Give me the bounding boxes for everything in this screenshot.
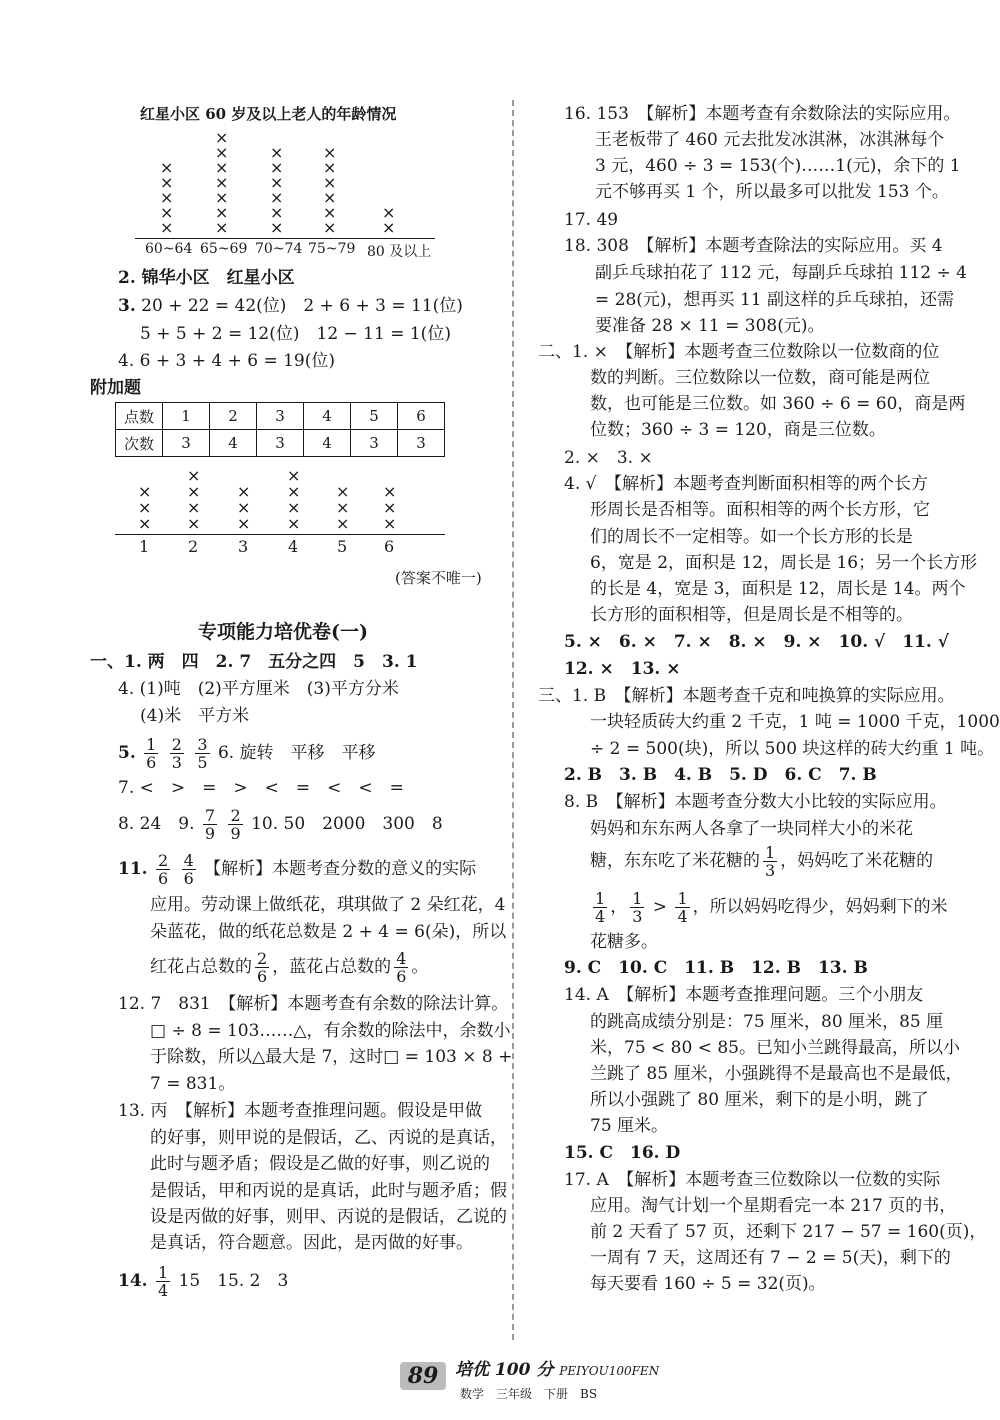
column-divider [512, 100, 514, 1340]
footer-brand [455, 1358, 659, 1383]
text: 糖，东东吃了米花糖的 [590, 851, 760, 871]
r3-14a: 14. A 【解析】本题考查推理问题。三个小朋友 [564, 985, 924, 1005]
table-cell: 1 [163, 403, 210, 430]
table-row [116, 430, 445, 457]
denominator: 3 [765, 861, 776, 880]
dot-mark: × [237, 482, 251, 501]
text: ，蓝花占总数的 [272, 957, 392, 977]
fraction [394, 950, 408, 985]
text: 。 [411, 957, 429, 977]
brand-en-text: PEIYOU100FEN [559, 1364, 660, 1378]
chart-title: 红星小区 60 岁及以上老人的年龄情况 [140, 105, 397, 123]
q3-answer-b: 5 + 5 + 2 = 12(位) 12 − 11 = 1(位) [140, 324, 451, 344]
tick-label: 75~79 [308, 241, 356, 257]
denominator: 6 [257, 967, 268, 986]
r2-4f: 长方形的面积相等，但是周长是不相等的。 [590, 605, 913, 625]
dot-mark: × [336, 514, 350, 533]
fraction [630, 890, 644, 925]
denominator: 6 [157, 869, 169, 888]
s1-q13f: 是真话，符合题意。因此，是丙做的好事。 [150, 1233, 473, 1253]
r3-1a: 三、1. B 【解析】本题考查千克和吨换算的实际应用。 [538, 686, 955, 706]
dot-mark: × [383, 498, 397, 517]
denominator: 6 [396, 967, 407, 986]
r3-8a: 8. B 【解析】本题考查分数大小比较的实际应用。 [564, 792, 947, 812]
table-row [116, 403, 445, 430]
dice-table [115, 402, 445, 457]
r3-9: 9. C 10. C 11. B 12. B 13. B [564, 958, 868, 978]
r16b: 王老板带了 460 元去批发冰淇淋，冰淇淋每个 [595, 130, 945, 150]
dot-mark: × [215, 188, 229, 207]
q2-answer: 2. 锦华小区 红星小区 [118, 268, 295, 288]
s1-q13a: 13. 丙 【解析】本题考查推理问题。假设是甲做 [118, 1101, 482, 1121]
table-cell: 4 [304, 430, 351, 457]
dot-mark: × [383, 482, 397, 501]
r3-17c: 前 2 天看了 57 页，还剩下 217 − 57 = 160(页)， [590, 1222, 987, 1242]
s1-q13c: 此时与题矛盾；假设是乙做的好事，则乙说的 [150, 1154, 490, 1174]
dot-mark: × [336, 482, 350, 501]
numerator: 2 [257, 949, 268, 968]
q14-label: 14. [118, 1271, 148, 1291]
s1-q4b: (4)米 平方米 [140, 706, 250, 726]
r3-17b: 应用。淘气计划一个星期看完一本 217 页的书， [590, 1196, 957, 1216]
dot-mark: × [382, 218, 396, 237]
dot-mark: × [215, 218, 229, 237]
r17: 17. 49 [564, 210, 619, 230]
s1-q11d [150, 948, 428, 986]
s1-q5 [118, 734, 376, 772]
table-cell: 4 [304, 403, 351, 430]
dot-mark: × [215, 143, 229, 162]
s1-q14 [118, 1262, 288, 1300]
dot-mark: × [323, 158, 337, 177]
text: > [652, 897, 668, 917]
numerator: 1 [765, 843, 776, 862]
dot-mark: × [187, 466, 201, 485]
numerator: 2 [230, 806, 241, 825]
table-header-cell: 次数 [116, 430, 163, 457]
s1-q13d: 是假话，甲和丙说的是真话，此时与题矛盾；假 [150, 1181, 507, 1201]
dot-mark: × [160, 158, 174, 177]
r3-14f: 75 厘米。 [590, 1116, 669, 1136]
dot-mark: × [187, 498, 201, 517]
table-header-cell: 点数 [116, 403, 163, 430]
dot-mark: × [287, 466, 301, 485]
table-cell: 3 [398, 430, 445, 457]
age-dot-plot [135, 130, 435, 265]
q3a-text: 20 + 22 = 42(位) 2 + 6 + 3 = 11(位) [141, 296, 463, 316]
r3-17e: 每天要看 160 ÷ 5 = 32(页)。 [590, 1274, 826, 1294]
dot-mark: × [215, 173, 229, 192]
r2-1b: 数的判断。三位数除以一位数，商可能是两位 [590, 368, 930, 388]
numerator: 1 [146, 735, 157, 754]
fraction [156, 1264, 170, 1299]
numerator: 1 [677, 889, 688, 908]
r3-17a: 17. A 【解析】本题考查三位数除以一位数的实际 [564, 1170, 941, 1190]
section-title: 专项能力培优卷(一) [198, 621, 368, 643]
s1-q7: 7. < > = > < = < < = [118, 778, 404, 798]
r2-4e: 的长是 4，宽是 3，面积是 12，周长是 14。两个 [590, 579, 966, 599]
s1-q12c: 于除数，所以△最大是 7，这时□ = 103 × 8 + [150, 1047, 513, 1067]
tick-label: 2 [188, 537, 199, 556]
dot-mark: × [270, 188, 284, 207]
q4-answer: 4. 6 + 3 + 4 + 6 = 19(位) [118, 351, 335, 371]
extra-title: 附加题 [90, 378, 141, 398]
dot-mark: × [160, 188, 174, 207]
denominator: 4 [157, 1281, 169, 1300]
table-cell: 6 [398, 403, 445, 430]
dot-mark: × [215, 203, 229, 222]
fraction [182, 852, 196, 887]
r2-4a: 4. √ 【解析】本题考查判断面积相等的两个长方 [564, 474, 928, 494]
r3-14b: 的跳高成绩分别是：75 厘米，80 厘米，85 厘 [590, 1012, 944, 1032]
r3-1b: 一块轻质砖大约重 2 千克，1 吨 = 1000 千克，1000 [590, 712, 1000, 732]
s1-q11b: 应用。劳动课上做纸花，琪琪做了 2 朵红花，4 [150, 895, 506, 915]
dot-mark: × [215, 158, 229, 177]
q10-text: 10. 50 2000 300 8 [251, 814, 443, 834]
dot-mark: × [382, 203, 396, 222]
fraction [203, 807, 217, 842]
text: 红花占总数的 [150, 957, 252, 977]
tick-label: 65~69 [200, 241, 248, 257]
tick-label: 60~64 [145, 241, 193, 257]
fraction [170, 736, 184, 771]
r2-2: 2. × 3. × [564, 448, 653, 468]
dot-mark: × [237, 498, 251, 517]
note: (答案不唯一) [395, 569, 482, 587]
dot-mark: × [287, 482, 301, 501]
dot-mark: × [187, 514, 201, 533]
denominator: 3 [632, 907, 643, 926]
r2-12: 12. × 13. × [564, 659, 681, 679]
denominator: 6 [183, 869, 194, 888]
s1-q13b: 的好事，则甲说的是假话，乙、丙说的是真话， [150, 1128, 507, 1148]
fraction [144, 736, 158, 771]
r3-8c [590, 842, 933, 880]
r16c: 3 元，460 ÷ 3 = 153(个)……1(元)，余下的 1 [595, 156, 961, 176]
dice-dot-plot [115, 462, 445, 572]
numerator: 2 [157, 851, 169, 870]
dot-mark: × [160, 173, 174, 192]
numerator: 3 [197, 735, 208, 754]
text: ，所以妈妈吃得少，妈妈剩下的米 [692, 897, 948, 917]
q8-text: 8. 24 9. [118, 814, 195, 834]
denominator: 5 [197, 753, 208, 772]
dot-mark: × [138, 514, 152, 533]
r16a: 16. 153 【解析】本题考查有余数除法的实际应用。 [564, 104, 961, 124]
q6-text: 6. 旋转 平移 平移 [217, 743, 376, 763]
dot-mark: × [323, 143, 337, 162]
s1-q11c: 朵蓝花，做的纸花总数是 2 + 4 = 6(朵)，所以 [150, 922, 507, 942]
q15-text: 15 15. 2 3 [178, 1271, 289, 1291]
table-cell: 5 [351, 403, 398, 430]
dot-mark: × [270, 218, 284, 237]
denominator: 9 [204, 824, 216, 843]
r2-4b: 形周长是否相等。面积相等的两个长方形，它 [590, 500, 930, 520]
q11-explain: 【解析】本题考查分数的意义的实际 [204, 859, 477, 879]
tick-label: 1 [139, 537, 150, 556]
denominator: 3 [171, 753, 182, 772]
axis-line [135, 238, 435, 239]
dot-mark: × [237, 514, 251, 533]
brand-text: 培优 100 分 [455, 1360, 554, 1380]
dot-mark: × [187, 482, 201, 501]
s1-line1: 一、1. 两 四 2. 7 五分之四 5 3. 1 [90, 652, 418, 672]
page-number: 89 [400, 1362, 446, 1390]
dot-mark: × [383, 514, 397, 533]
r18c: = 28(元)，想再买 11 副这样的乒乓球拍，还需 [595, 290, 954, 310]
dot-mark: × [270, 173, 284, 192]
fraction [675, 890, 689, 925]
fraction [255, 950, 269, 985]
r2-4c: 们的周长不一定相等。如一个长方形的长是 [590, 527, 913, 547]
dot-mark: × [323, 188, 337, 207]
s1-q11 [118, 850, 476, 888]
fraction [593, 890, 607, 925]
dot-mark: × [336, 498, 350, 517]
r3-14c: 米，75 < 80 < 85。已知小兰跳得最高，所以小 [590, 1038, 960, 1058]
dot-mark: × [323, 173, 337, 192]
numerator: 4 [396, 949, 407, 968]
dot-mark: × [138, 482, 152, 501]
tick-label: 6 [384, 537, 395, 556]
dot-mark: × [323, 218, 337, 237]
r3-17d: 一周有 7 天，这周还有 7 − 2 = 5(天)，剩下的 [590, 1248, 951, 1268]
denominator: 4 [677, 907, 688, 926]
numerator: 1 [595, 889, 606, 908]
r3-8e: 花糖多。 [590, 932, 658, 952]
table-cell: 3 [257, 430, 304, 457]
tick-label: 3 [238, 537, 249, 556]
r16d: 元不够再买 1 个，所以最多可以批发 153 个。 [595, 182, 949, 202]
s1-q12b: □ ÷ 8 = 103……△，有余数的除法中，余数小 [150, 1021, 511, 1041]
r3-14e: 所以小强跳了 80 厘米，剩下的是小明，跳了 [590, 1090, 929, 1110]
q3-answer-a: 3. 20 + 22 = 42(位) 2 + 6 + 3 = 11(位) [118, 296, 463, 316]
r3-8d [590, 888, 948, 926]
axis-line [115, 534, 445, 535]
dot-mark: × [160, 203, 174, 222]
denominator: 4 [595, 907, 606, 926]
tick-label: 70~74 [255, 241, 303, 257]
r2-1d: 位数；360 ÷ 3 = 120，商是三位数。 [590, 420, 886, 440]
dot-mark: × [270, 203, 284, 222]
denominator: 9 [230, 824, 241, 843]
r18b: 副乒乓球拍花了 112 元，每副乒乓球拍 112 ÷ 4 [595, 263, 967, 283]
tick-label: 80 及以上 [367, 244, 432, 260]
dot-mark: × [215, 128, 229, 147]
r18d: 要准备 28 × 11 = 308(元)。 [595, 316, 825, 336]
r2-1c: 数，也可能是三位数。如 360 ÷ 6 = 60，商是两 [590, 394, 966, 414]
footer-subtitle: 数学 三年级 下册 BS [460, 1387, 598, 1401]
dot-mark: × [270, 158, 284, 177]
s1-q12a: 12. 7 831 【解析】本题考查有余数的除法计算。 [118, 994, 509, 1014]
s1-q4a: 4. (1)吨 (2)平方厘米 (3)平方分米 [118, 679, 399, 699]
dot-mark: × [138, 498, 152, 517]
dot-mark: × [270, 143, 284, 162]
dot-mark: × [287, 514, 301, 533]
r3-1c: ÷ 2 = 500(块)，所以 500 块这样的砖大约重 1 吨。 [590, 739, 995, 759]
numerator: 7 [204, 806, 216, 825]
dot-mark: × [287, 498, 301, 517]
fraction [228, 807, 242, 842]
numerator: 1 [632, 889, 643, 908]
s1-q13e: 设是丙做的好事，则甲、丙说的是假话，乙说的 [150, 1207, 507, 1227]
r3-14d: 兰跳了 85 厘米，小强跳得不是最高也不是最低， [590, 1064, 963, 1084]
dot-mark: × [160, 218, 174, 237]
fraction [195, 736, 209, 771]
table-cell: 4 [210, 430, 257, 457]
r2-5: 5. × 6. × 7. × 8. × 9. × 10. √ 11. √ [564, 632, 949, 652]
r2-1a: 二、1. × 【解析】本题考查三位数除以一位数商的位 [538, 342, 940, 362]
numerator: 4 [183, 851, 194, 870]
denominator: 6 [146, 753, 157, 772]
numerator: 2 [171, 735, 182, 754]
s1-q12d: 7 = 831。 [150, 1074, 236, 1094]
tick-label: 4 [288, 537, 299, 556]
table-cell: 2 [210, 403, 257, 430]
r18a: 18. 308 【解析】本题考查除法的实际应用。买 4 [564, 236, 943, 256]
text: ，妈妈吃了米花糖的 [780, 851, 934, 871]
table-cell: 3 [163, 430, 210, 457]
numerator: 1 [157, 1263, 169, 1282]
r3-15: 15. C 16. D [564, 1143, 681, 1163]
s1-q8 [118, 805, 443, 843]
r2-4d: 6，宽是 2，面积是 12，周长是 16；另一个长方形 [590, 553, 978, 573]
q5-label: 5. [118, 743, 136, 763]
tick-label: 5 [337, 537, 348, 556]
table-cell: 3 [351, 430, 398, 457]
text: ， [610, 897, 628, 917]
dot-mark: × [323, 203, 337, 222]
fraction [763, 844, 777, 879]
q11-label: 11. [118, 859, 148, 879]
table-cell: 3 [257, 403, 304, 430]
fraction [156, 852, 170, 887]
r3-8b: 妈妈和东东两人各拿了一块同样大小的米花 [590, 819, 913, 839]
r3-2: 2. B 3. B 4. B 5. D 6. C 7. B [564, 765, 877, 785]
